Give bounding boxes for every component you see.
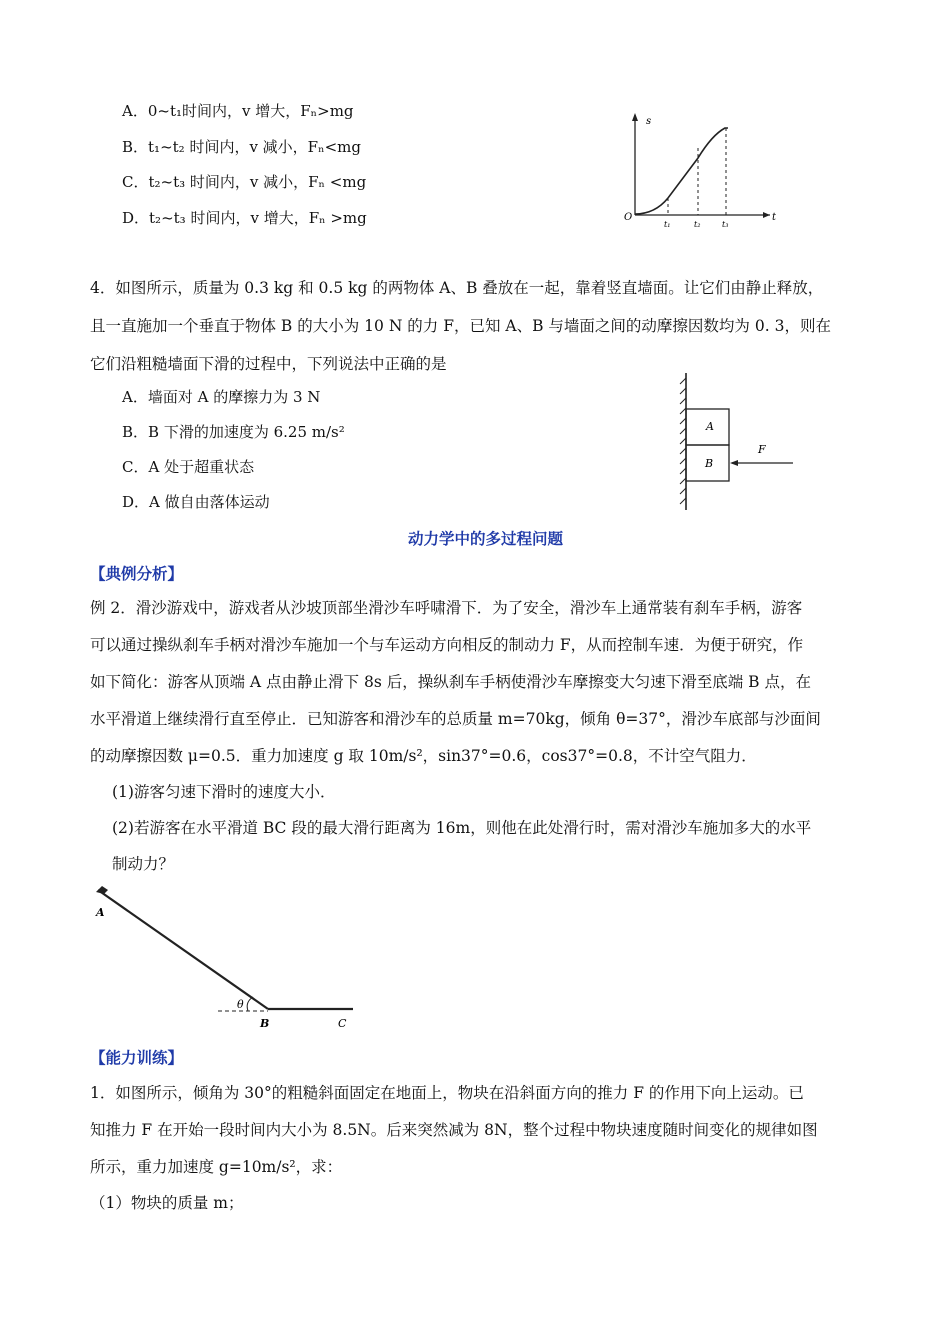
q4-option-a: A．墙面对 A 的摩擦力为 3 N <box>122 388 321 406</box>
example-line-2: 可以通过操纵刹车手柄对滑沙车施加一个与车运动方向相反的制动力 F，从而控制车速．为便于研究，作 <box>90 636 804 654</box>
training-line-2: 知推力 F 在开始一段时间内大小为 8.5N。后来突然减为 8N，整个过程中物块速度随时间变化的规律如图 <box>90 1121 818 1139</box>
wall-blocks-figure <box>670 370 810 515</box>
force-f-label: F <box>758 443 766 456</box>
graph-origin-label: O <box>624 212 633 223</box>
example-line-4: 水平滑道上继续滑行直至停止．已知游客和滑沙车的总质量 m=70kg，倾角 θ=37°，滑沙车底部与沙面间 <box>90 710 821 728</box>
q3-option-a: A．0~t₁时间内，v 增大，Fₙ>mg <box>122 102 354 120</box>
st-graph <box>620 110 780 235</box>
training-line-4: （1）物块的质量 m； <box>90 1194 244 1212</box>
q3-option-b: B．t₁~t₂ 时间内，v 减小，Fₙ<mg <box>122 138 361 156</box>
section-title: 动力学中的多过程问题 <box>408 529 564 548</box>
example-sub-3: 制动力？ <box>112 855 175 873</box>
angle-theta-label: θ <box>237 998 244 1011</box>
q4-line-2: 且一直施加一个垂直于物体 B 的大小为 10 N 的力 F，已知 A、B 与墙面之间的动摩擦因数均为 0. 3，则在 <box>90 317 831 335</box>
training-line-1: 1．如图所示，倾角为 30°的粗糙斜面固定在地面上，物块在沿斜面方向的推力 F 的作用下向上运动。已 <box>90 1084 804 1102</box>
q3-option-c: C．t₂~t₃ 时间内，v 减小，Fₙ <mg <box>122 173 367 191</box>
graph-tick-t1: t₁ <box>664 220 671 229</box>
point-a-label: A <box>96 906 105 919</box>
example-header: 【典例分析】 <box>90 564 184 583</box>
q4-option-c: C．A 处于超重状态 <box>122 458 255 476</box>
q4-line-1: 4．如图所示，质量为 0.3 kg 和 0.5 kg 的两物体 A、B 叠放在一起，靠着竖直墙面。让它们由静止释放， <box>90 279 824 297</box>
training-header: 【能力训练】 <box>90 1048 184 1067</box>
q3-option-d: D．t₂~t₃ 时间内，v 增大，Fₙ >mg <box>122 209 367 227</box>
q4-option-b: B．B 下滑的加速度为 6.25 m/s² <box>122 423 345 441</box>
training-line-3: 所示，重力加速度 g=10m/s²，求： <box>90 1158 343 1176</box>
point-c-label: C <box>338 1017 347 1030</box>
example-sub-1: (1)游客匀速下滑时的速度大小． <box>112 783 336 801</box>
block-a-label: A <box>706 420 714 433</box>
q4-option-d: D．A 做自由落体运动 <box>122 493 270 511</box>
example-line-3: 如下简化：游客从顶端 A 点由静止滑下 8s 后，操纵刹车手柄使滑沙车摩擦变大匀速下滑至底端 B 点，在 <box>90 673 811 691</box>
example-sub-2: (2)若游客在水平滑道 BC 段的最大滑行距离为 16m，则他在此处滑行时，需对滑沙车施加多大的水平 <box>112 819 812 837</box>
q4-line-3: 它们沿粗糙墙面下滑的过程中，下列说法中正确的是 <box>90 355 447 373</box>
example-line-1: 例 2．滑沙游戏中，游戏者从沙坡顶部坐滑沙车呼啸滑下．为了安全，滑沙车上通常装有刹车手柄，游客 <box>90 599 803 617</box>
graph-y-label: s <box>646 116 652 127</box>
sand-slope-figure <box>88 880 368 1035</box>
graph-x-label: t <box>772 212 777 223</box>
block-b-label: B <box>705 457 714 470</box>
graph-tick-t3: t₃ <box>722 220 729 229</box>
point-b-label: B <box>260 1017 270 1030</box>
example-line-5: 的动摩擦因数 μ=0.5．重力加速度 g 取 10m/s²，sin37°=0.6，cos37°=0.8，不计空气阻力． <box>90 747 757 765</box>
graph-tick-t2: t₂ <box>694 220 701 229</box>
